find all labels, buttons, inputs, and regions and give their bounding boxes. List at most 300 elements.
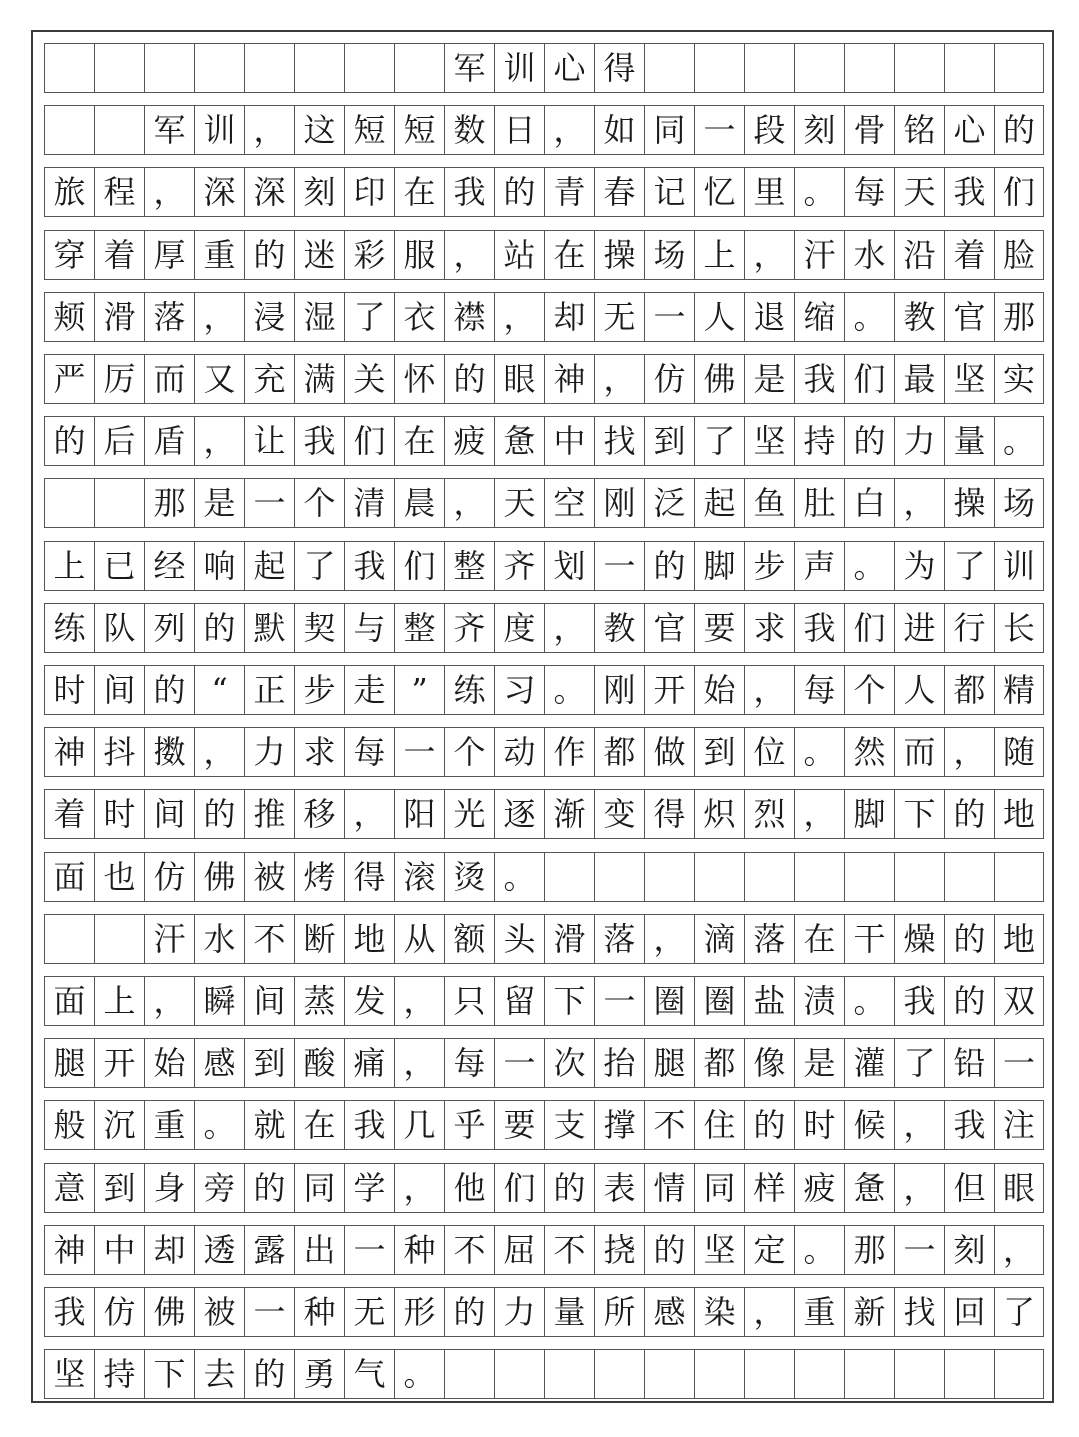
char-cell: 怀 bbox=[394, 355, 444, 403]
char-cell: 时 bbox=[794, 1101, 844, 1149]
char-cell: 沿 bbox=[894, 231, 944, 279]
char-cell: 而 bbox=[894, 728, 944, 776]
text-row bbox=[44, 603, 1044, 653]
char-cell: 无 bbox=[594, 293, 644, 341]
char-cell: “ bbox=[194, 666, 244, 714]
char-cell: 时 bbox=[94, 790, 144, 838]
char-cell: 的 bbox=[744, 1101, 794, 1149]
text-row bbox=[44, 1038, 1044, 1088]
char-cell: 段 bbox=[744, 106, 794, 154]
empty-cell bbox=[544, 853, 594, 901]
char-cell: 脸 bbox=[994, 231, 1044, 279]
empty-cell bbox=[994, 44, 1044, 92]
char-cell: 们 bbox=[394, 542, 444, 590]
char-cell: 持 bbox=[94, 1350, 144, 1398]
char-cell: 刻 bbox=[294, 168, 344, 216]
empty-cell bbox=[844, 44, 894, 92]
char-cell: 肚 bbox=[794, 479, 844, 527]
char-cell: 灌 bbox=[844, 1039, 894, 1087]
char-cell: 发 bbox=[344, 977, 394, 1025]
char-cell: 持 bbox=[794, 417, 844, 465]
char-cell: 头 bbox=[494, 915, 544, 963]
char-cell: 短 bbox=[344, 106, 394, 154]
char-cell: ， bbox=[394, 1039, 444, 1087]
char-cell: 双 bbox=[994, 977, 1044, 1025]
text-row bbox=[44, 1163, 1044, 1213]
char-cell: 都 bbox=[944, 666, 994, 714]
empty-cell bbox=[644, 1350, 694, 1398]
empty-cell bbox=[44, 106, 94, 154]
char-cell: 找 bbox=[894, 1288, 944, 1336]
empty-cell bbox=[694, 853, 744, 901]
char-cell: 是 bbox=[194, 479, 244, 527]
char-cell: 场 bbox=[644, 231, 694, 279]
char-cell: 动 bbox=[494, 728, 544, 776]
char-cell: 每 bbox=[844, 168, 894, 216]
char-cell: 从 bbox=[394, 915, 444, 963]
char-cell: ” bbox=[394, 666, 444, 714]
char-cell: 缩 bbox=[794, 293, 844, 341]
char-cell: 他 bbox=[444, 1164, 494, 1212]
char-cell: 天 bbox=[894, 168, 944, 216]
char-cell: 水 bbox=[194, 915, 244, 963]
char-cell: 面 bbox=[44, 977, 94, 1025]
char-cell: 走 bbox=[344, 666, 394, 714]
char-cell: 起 bbox=[244, 542, 294, 590]
char-cell: 人 bbox=[694, 293, 744, 341]
char-cell: 找 bbox=[594, 417, 644, 465]
char-cell: 满 bbox=[294, 355, 344, 403]
char-cell: 腿 bbox=[44, 1039, 94, 1087]
char-cell: 同 bbox=[694, 1164, 744, 1212]
char-cell: 圈 bbox=[694, 977, 744, 1025]
empty-cell bbox=[94, 479, 144, 527]
char-cell: 步 bbox=[294, 666, 344, 714]
char-cell: 疲 bbox=[444, 417, 494, 465]
char-cell: ， bbox=[144, 977, 194, 1025]
char-cell: 关 bbox=[344, 355, 394, 403]
empty-cell bbox=[944, 853, 994, 901]
char-cell: 逐 bbox=[494, 790, 544, 838]
char-cell: 严 bbox=[44, 355, 94, 403]
empty-cell bbox=[894, 44, 944, 92]
empty-cell bbox=[744, 1350, 794, 1398]
char-cell: 襟 bbox=[444, 293, 494, 341]
char-cell: 一 bbox=[694, 106, 744, 154]
char-cell: 整 bbox=[444, 542, 494, 590]
char-cell: 了 bbox=[344, 293, 394, 341]
char-cell: 的 bbox=[844, 417, 894, 465]
char-cell: 去 bbox=[194, 1350, 244, 1398]
char-cell: 。 bbox=[794, 728, 844, 776]
char-cell: 坚 bbox=[944, 355, 994, 403]
char-cell: 我 bbox=[44, 1288, 94, 1336]
char-cell: ， bbox=[444, 231, 494, 279]
char-cell: 了 bbox=[294, 542, 344, 590]
char-cell: 退 bbox=[744, 293, 794, 341]
char-cell: 为 bbox=[894, 542, 944, 590]
char-cell: 意 bbox=[44, 1164, 94, 1212]
char-cell: 我 bbox=[944, 1101, 994, 1149]
char-cell: 作 bbox=[544, 728, 594, 776]
char-cell: ， bbox=[594, 355, 644, 403]
char-cell: 滑 bbox=[544, 915, 594, 963]
char-cell: 一 bbox=[594, 977, 644, 1025]
char-cell: 春 bbox=[594, 168, 644, 216]
char-cell: 已 bbox=[94, 542, 144, 590]
char-cell: 声 bbox=[794, 542, 844, 590]
char-cell: 却 bbox=[144, 1226, 194, 1274]
char-cell: 染 bbox=[694, 1288, 744, 1336]
char-cell: 铭 bbox=[894, 106, 944, 154]
char-cell: 候 bbox=[844, 1101, 894, 1149]
char-cell: 感 bbox=[644, 1288, 694, 1336]
char-cell: 情 bbox=[644, 1164, 694, 1212]
char-cell: 站 bbox=[494, 231, 544, 279]
empty-cell bbox=[294, 44, 344, 92]
char-cell: 被 bbox=[194, 1288, 244, 1336]
char-cell: 额 bbox=[444, 915, 494, 963]
char-cell: 始 bbox=[694, 666, 744, 714]
empty-cell bbox=[994, 853, 1044, 901]
text-row bbox=[44, 914, 1044, 964]
char-cell: 都 bbox=[694, 1039, 744, 1087]
char-cell: 穿 bbox=[44, 231, 94, 279]
empty-cell bbox=[744, 853, 794, 901]
char-cell: 鱼 bbox=[744, 479, 794, 527]
char-cell: 的 bbox=[444, 1288, 494, 1336]
text-row bbox=[44, 1287, 1044, 1337]
char-cell: 一 bbox=[594, 542, 644, 590]
char-cell: 的 bbox=[644, 542, 694, 590]
char-cell: 屈 bbox=[494, 1226, 544, 1274]
char-cell: 人 bbox=[894, 666, 944, 714]
char-cell: 滑 bbox=[94, 293, 144, 341]
char-cell: 定 bbox=[744, 1226, 794, 1274]
char-cell: 那 bbox=[144, 479, 194, 527]
char-cell: 得 bbox=[644, 790, 694, 838]
char-cell: 次 bbox=[544, 1039, 594, 1087]
empty-cell bbox=[594, 853, 644, 901]
char-cell: 蒸 bbox=[294, 977, 344, 1025]
char-cell: ， bbox=[144, 168, 194, 216]
char-cell: 忆 bbox=[694, 168, 744, 216]
empty-cell bbox=[544, 1350, 594, 1398]
char-cell: 心 bbox=[544, 44, 594, 92]
char-cell: 进 bbox=[894, 604, 944, 652]
char-cell: 的 bbox=[194, 790, 244, 838]
char-cell: 练 bbox=[444, 666, 494, 714]
empty-cell bbox=[844, 853, 894, 901]
char-cell: 量 bbox=[944, 417, 994, 465]
char-cell: 的 bbox=[494, 168, 544, 216]
char-cell: 回 bbox=[944, 1288, 994, 1336]
char-cell: 如 bbox=[594, 106, 644, 154]
char-cell: ， bbox=[894, 1164, 944, 1212]
char-cell: 同 bbox=[294, 1164, 344, 1212]
char-cell: 几 bbox=[394, 1101, 444, 1149]
empty-cell bbox=[594, 1350, 644, 1398]
char-cell: 的 bbox=[544, 1164, 594, 1212]
char-cell: 了 bbox=[694, 417, 744, 465]
char-cell: 数 bbox=[444, 106, 494, 154]
char-cell: 但 bbox=[944, 1164, 994, 1212]
char-cell: 地 bbox=[994, 915, 1044, 963]
char-cell: 一 bbox=[344, 1226, 394, 1274]
char-cell: 刻 bbox=[794, 106, 844, 154]
char-cell: 做 bbox=[644, 728, 694, 776]
char-cell: 渍 bbox=[794, 977, 844, 1025]
char-cell: 长 bbox=[994, 604, 1044, 652]
char-cell: 充 bbox=[244, 355, 294, 403]
char-cell: 表 bbox=[594, 1164, 644, 1212]
char-cell: 列 bbox=[144, 604, 194, 652]
char-cell: 然 bbox=[844, 728, 894, 776]
char-cell: 我 bbox=[294, 417, 344, 465]
char-cell: 沉 bbox=[94, 1101, 144, 1149]
char-cell: 在 bbox=[544, 231, 594, 279]
char-cell: 厚 bbox=[144, 231, 194, 279]
char-cell: 力 bbox=[494, 1288, 544, 1336]
char-cell: 了 bbox=[944, 542, 994, 590]
char-cell: 里 bbox=[744, 168, 794, 216]
char-cell: 支 bbox=[544, 1101, 594, 1149]
char-cell: 训 bbox=[994, 542, 1044, 590]
title-row bbox=[44, 43, 1044, 93]
char-cell: 的 bbox=[944, 790, 994, 838]
char-cell: 得 bbox=[594, 44, 644, 92]
char-cell: 住 bbox=[694, 1101, 744, 1149]
char-cell: 泛 bbox=[644, 479, 694, 527]
text-row bbox=[44, 416, 1044, 466]
char-cell: 般 bbox=[44, 1101, 94, 1149]
char-cell: 中 bbox=[94, 1226, 144, 1274]
char-cell: 面 bbox=[44, 853, 94, 901]
char-cell: 上 bbox=[44, 542, 94, 590]
char-cell: 出 bbox=[294, 1226, 344, 1274]
char-cell: 的 bbox=[944, 915, 994, 963]
char-cell: 仿 bbox=[144, 853, 194, 901]
char-cell: 落 bbox=[144, 293, 194, 341]
char-cell: ， bbox=[244, 106, 294, 154]
char-cell: ， bbox=[194, 728, 244, 776]
char-cell: 不 bbox=[444, 1226, 494, 1274]
text-row bbox=[44, 665, 1044, 715]
char-cell: 服 bbox=[394, 231, 444, 279]
char-cell: 变 bbox=[594, 790, 644, 838]
char-cell: 们 bbox=[844, 355, 894, 403]
empty-cell bbox=[394, 44, 444, 92]
char-cell: 神 bbox=[544, 355, 594, 403]
char-cell: 感 bbox=[194, 1039, 244, 1087]
char-cell: 让 bbox=[244, 417, 294, 465]
char-cell: 正 bbox=[244, 666, 294, 714]
char-cell: 擞 bbox=[144, 728, 194, 776]
char-cell: 力 bbox=[244, 728, 294, 776]
char-cell: 。 bbox=[494, 853, 544, 901]
char-cell: 上 bbox=[94, 977, 144, 1025]
text-row bbox=[44, 354, 1044, 404]
char-cell: 旅 bbox=[44, 168, 94, 216]
char-cell: ， bbox=[194, 417, 244, 465]
char-cell: 坚 bbox=[44, 1350, 94, 1398]
char-cell: 程 bbox=[94, 168, 144, 216]
char-cell: 后 bbox=[94, 417, 144, 465]
char-cell: 场 bbox=[994, 479, 1044, 527]
char-cell: 重 bbox=[144, 1101, 194, 1149]
char-cell: 深 bbox=[244, 168, 294, 216]
text-row bbox=[44, 541, 1044, 591]
char-cell: 腿 bbox=[644, 1039, 694, 1087]
char-cell: 实 bbox=[994, 355, 1044, 403]
char-cell: 抬 bbox=[594, 1039, 644, 1087]
char-cell: 勇 bbox=[294, 1350, 344, 1398]
empty-cell bbox=[794, 44, 844, 92]
char-cell: 。 bbox=[844, 977, 894, 1025]
text-row bbox=[44, 478, 1044, 528]
char-cell: 整 bbox=[394, 604, 444, 652]
char-cell: 。 bbox=[844, 542, 894, 590]
char-cell: 了 bbox=[994, 1288, 1044, 1336]
char-cell: 得 bbox=[344, 853, 394, 901]
char-cell: 烈 bbox=[744, 790, 794, 838]
char-cell: 所 bbox=[594, 1288, 644, 1336]
char-cell: 。 bbox=[394, 1350, 444, 1398]
char-cell: 佛 bbox=[144, 1288, 194, 1336]
char-cell: 每 bbox=[344, 728, 394, 776]
char-cell: 们 bbox=[494, 1164, 544, 1212]
char-cell: 同 bbox=[644, 106, 694, 154]
char-cell: 只 bbox=[444, 977, 494, 1025]
char-cell: 我 bbox=[444, 168, 494, 216]
char-cell: 训 bbox=[494, 44, 544, 92]
char-cell: 而 bbox=[144, 355, 194, 403]
char-cell: 步 bbox=[744, 542, 794, 590]
char-cell: 刻 bbox=[944, 1226, 994, 1274]
char-cell: 落 bbox=[594, 915, 644, 963]
char-cell: 旁 bbox=[194, 1164, 244, 1212]
char-cell: 刚 bbox=[594, 666, 644, 714]
char-cell: 时 bbox=[44, 666, 94, 714]
char-cell: 的 bbox=[244, 1164, 294, 1212]
char-cell: 求 bbox=[744, 604, 794, 652]
text-row bbox=[44, 1349, 1044, 1399]
char-cell: ， bbox=[994, 1226, 1044, 1274]
char-cell: 一 bbox=[644, 293, 694, 341]
char-cell: 队 bbox=[94, 604, 144, 652]
char-cell: 。 bbox=[844, 293, 894, 341]
text-row bbox=[44, 789, 1044, 839]
char-cell: 个 bbox=[294, 479, 344, 527]
char-cell: 汗 bbox=[794, 231, 844, 279]
char-cell: 的 bbox=[194, 604, 244, 652]
char-cell: 官 bbox=[644, 604, 694, 652]
char-cell: 不 bbox=[244, 915, 294, 963]
empty-cell bbox=[694, 44, 744, 92]
char-cell: 官 bbox=[944, 293, 994, 341]
text-row bbox=[44, 230, 1044, 280]
char-cell: 水 bbox=[844, 231, 894, 279]
char-cell: 佛 bbox=[194, 853, 244, 901]
char-cell: 一 bbox=[894, 1226, 944, 1274]
char-cell: 学 bbox=[344, 1164, 394, 1212]
char-cell: 佛 bbox=[694, 355, 744, 403]
char-cell: 汗 bbox=[144, 915, 194, 963]
char-cell: 。 bbox=[794, 168, 844, 216]
char-cell: 落 bbox=[744, 915, 794, 963]
char-cell: 抖 bbox=[94, 728, 144, 776]
char-cell: 在 bbox=[394, 417, 444, 465]
char-cell: 一 bbox=[244, 479, 294, 527]
char-cell: 新 bbox=[844, 1288, 894, 1336]
char-cell: ， bbox=[744, 666, 794, 714]
char-cell: 渐 bbox=[544, 790, 594, 838]
char-cell: 间 bbox=[144, 790, 194, 838]
char-cell: 短 bbox=[394, 106, 444, 154]
char-cell: 不 bbox=[544, 1226, 594, 1274]
char-cell: 疲 bbox=[794, 1164, 844, 1212]
empty-cell bbox=[94, 106, 144, 154]
char-cell: 地 bbox=[344, 915, 394, 963]
char-cell: 一 bbox=[394, 728, 444, 776]
char-cell: 力 bbox=[894, 417, 944, 465]
text-row bbox=[44, 105, 1044, 155]
text-row bbox=[44, 727, 1044, 777]
char-cell: 我 bbox=[344, 542, 394, 590]
char-cell: 地 bbox=[994, 790, 1044, 838]
empty-cell bbox=[694, 1350, 744, 1398]
char-cell: 在 bbox=[294, 1101, 344, 1149]
char-cell: 坚 bbox=[694, 1226, 744, 1274]
char-cell: 神 bbox=[44, 728, 94, 776]
empty-cell bbox=[944, 1350, 994, 1398]
empty-cell bbox=[944, 44, 994, 92]
char-cell: 留 bbox=[494, 977, 544, 1025]
char-cell: 刚 bbox=[594, 479, 644, 527]
char-cell: 经 bbox=[144, 542, 194, 590]
char-cell: 惫 bbox=[844, 1164, 894, 1212]
char-cell: 深 bbox=[194, 168, 244, 216]
char-cell: 仿 bbox=[644, 355, 694, 403]
empty-cell bbox=[644, 44, 694, 92]
char-cell: 划 bbox=[544, 542, 594, 590]
char-cell: 最 bbox=[894, 355, 944, 403]
char-cell: 样 bbox=[744, 1164, 794, 1212]
text-row bbox=[44, 1100, 1044, 1150]
char-cell: 痛 bbox=[344, 1039, 394, 1087]
char-cell: 一 bbox=[994, 1039, 1044, 1087]
char-cell: 下 bbox=[544, 977, 594, 1025]
char-cell: 下 bbox=[894, 790, 944, 838]
char-cell: 透 bbox=[194, 1226, 244, 1274]
char-cell: 形 bbox=[394, 1288, 444, 1336]
empty-cell bbox=[794, 1350, 844, 1398]
char-cell: 军 bbox=[144, 106, 194, 154]
empty-cell bbox=[794, 853, 844, 901]
char-cell: 燥 bbox=[894, 915, 944, 963]
char-cell: 都 bbox=[594, 728, 644, 776]
char-cell: ， bbox=[544, 106, 594, 154]
char-cell: 教 bbox=[594, 604, 644, 652]
char-cell: 们 bbox=[344, 417, 394, 465]
char-cell: 的 bbox=[444, 355, 494, 403]
char-cell: 那 bbox=[994, 293, 1044, 341]
char-cell: 个 bbox=[844, 666, 894, 714]
char-cell: ， bbox=[494, 293, 544, 341]
text-row bbox=[44, 976, 1044, 1026]
char-cell: 。 bbox=[544, 666, 594, 714]
char-cell: 盾 bbox=[144, 417, 194, 465]
